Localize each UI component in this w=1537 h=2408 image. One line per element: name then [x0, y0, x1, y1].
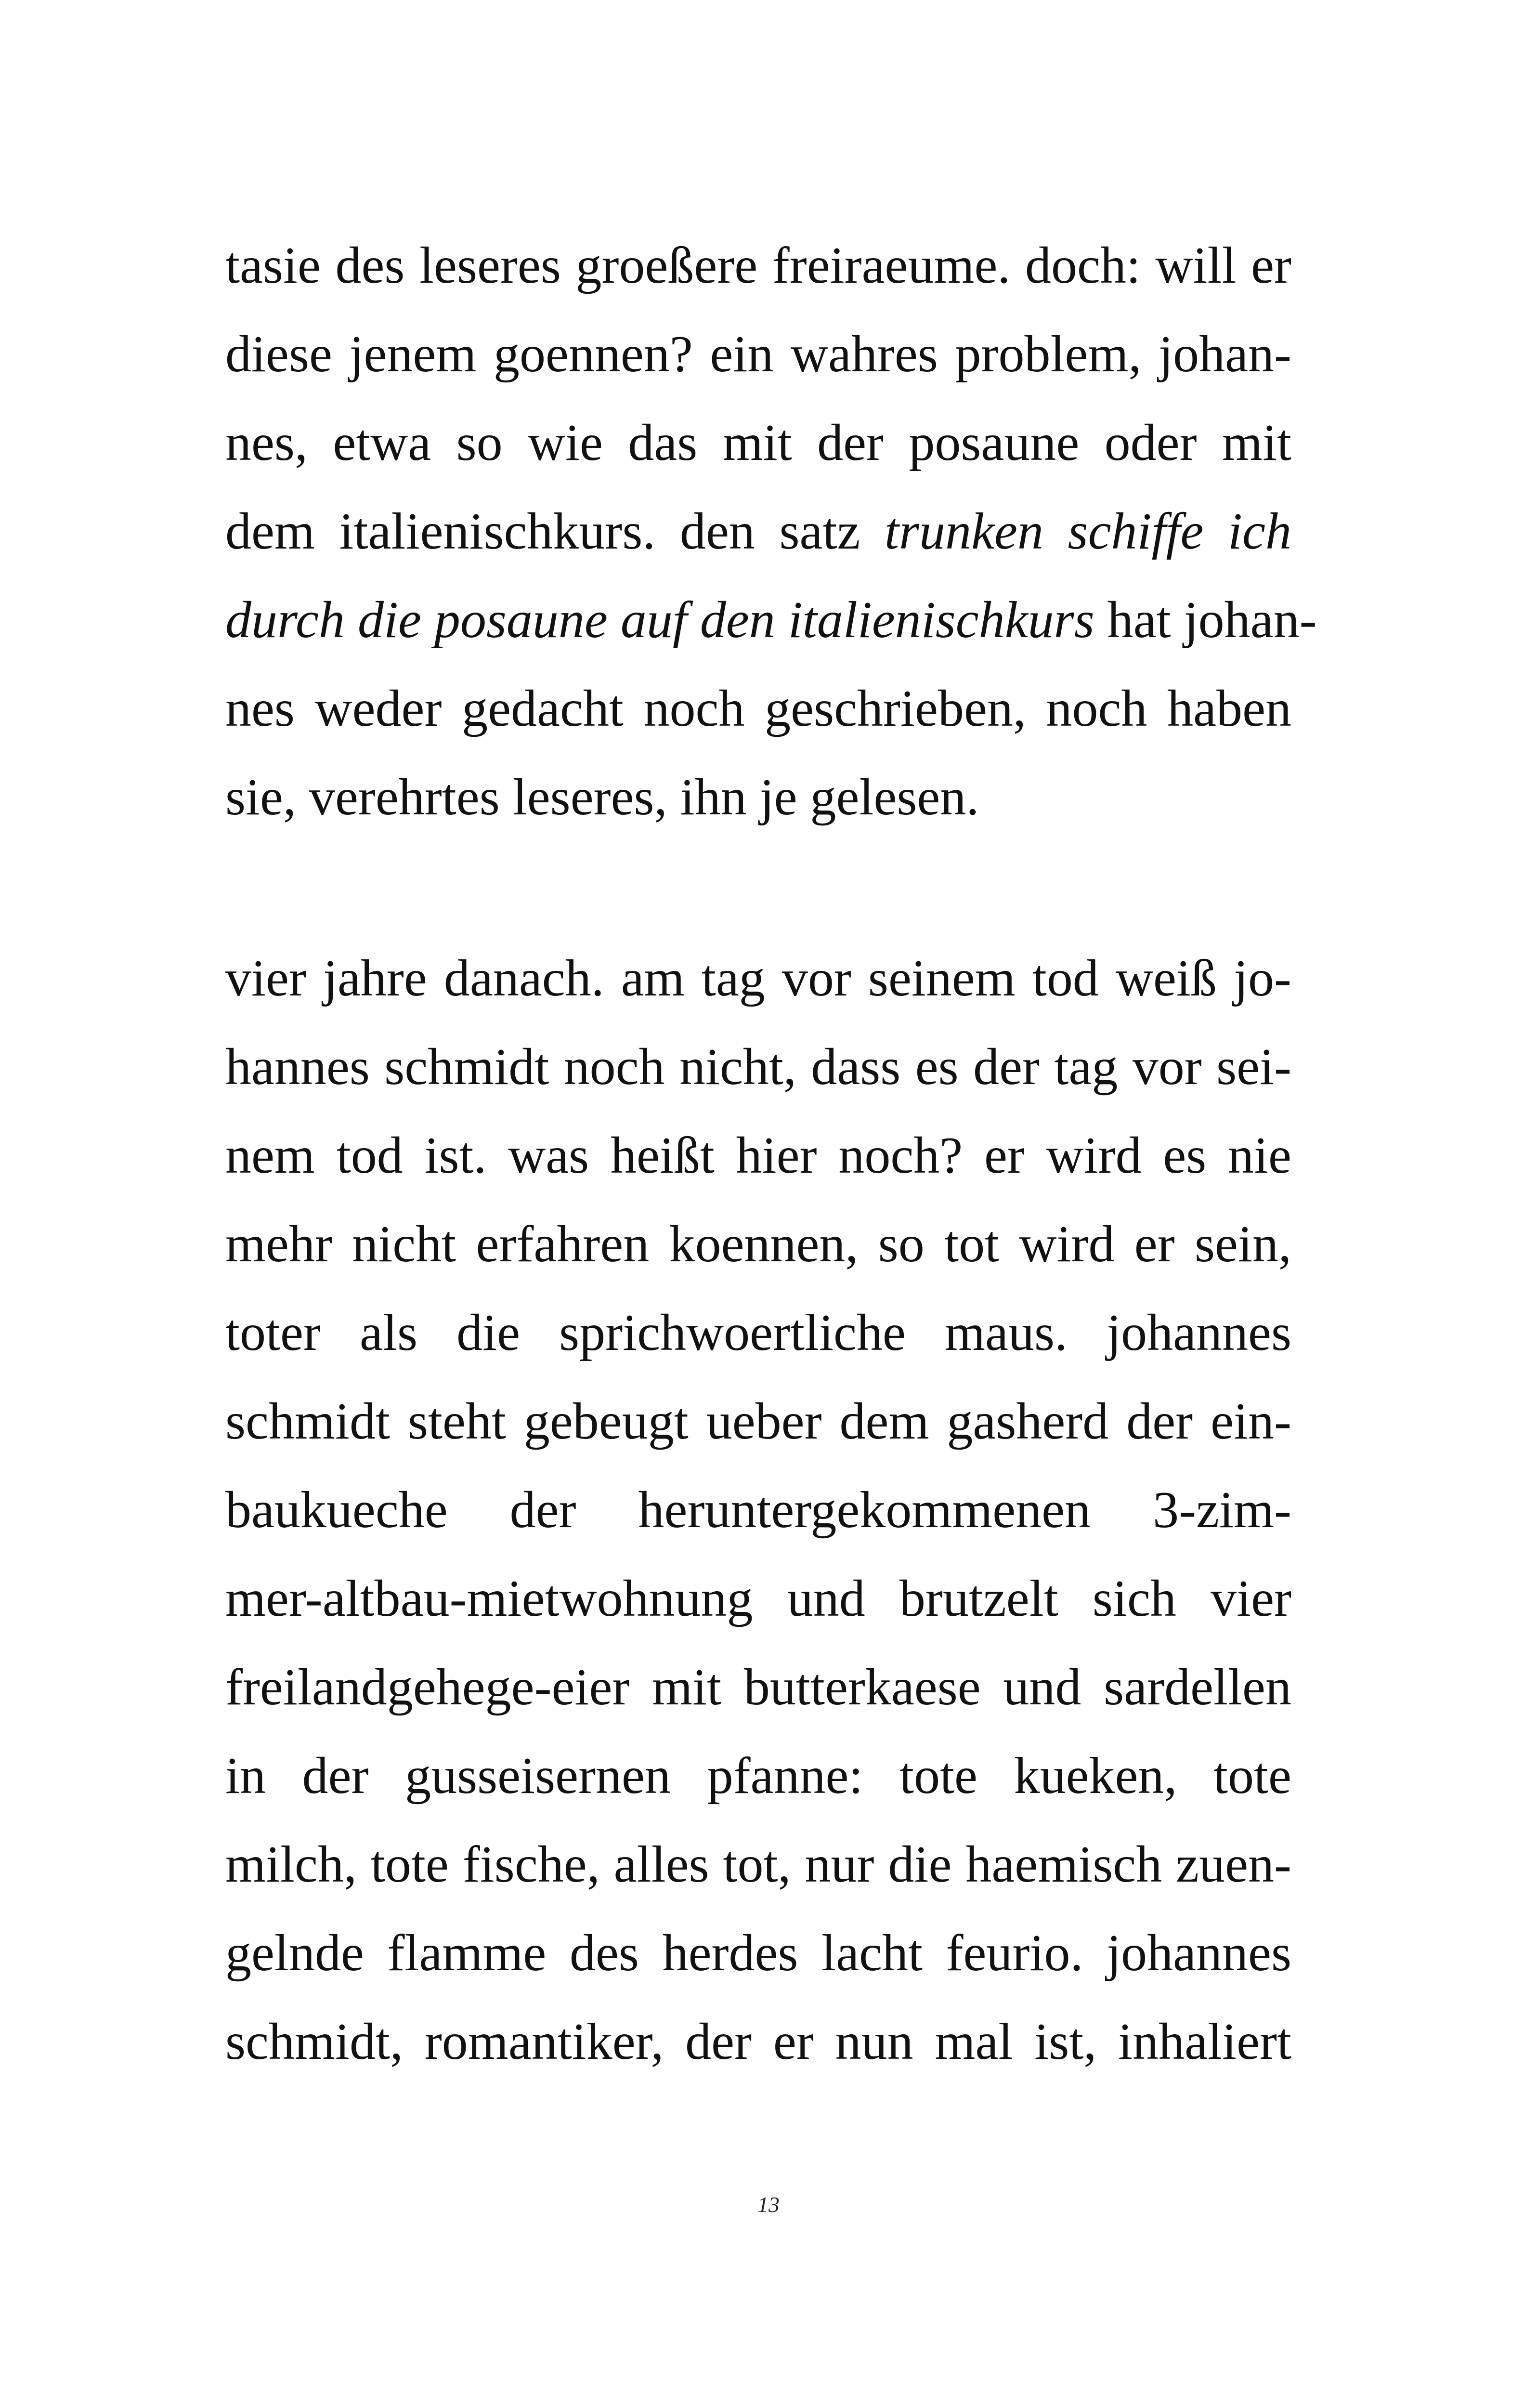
text-line [225, 576, 1317, 665]
text-line [225, 487, 1291, 576]
text-line: toter als die sprichwoertliche maus. johannes [225, 1304, 1291, 1361]
text-segment: dem italienischkurs. den satz [225, 503, 885, 560]
text-segment: hat johan- [1094, 591, 1317, 649]
text-line: mehr nicht erfahren koennen, so tot wird er sein, [225, 1216, 1291, 1273]
text-line: baukueche der heruntergekommenen 3-zim- [225, 1481, 1291, 1539]
text-line: freilandgehege-eier mit butterkaese und sardellen [225, 1659, 1291, 1716]
text-line: mer-altbau-mietwohnung und brutzelt sich vier [225, 1570, 1291, 1627]
italic-phrase: trunken schiffe ich [885, 503, 1291, 560]
text-line: tasie des leseres groeßere freiraeume. doch: will er [225, 237, 1291, 294]
paragraph-2 [225, 934, 1291, 2086]
text-line: diese jenem goennen? ein wahres problem, johan- [225, 326, 1291, 383]
page-number: 13 [757, 2192, 780, 2217]
text-line: nes weder gedacht noch geschrieben, noch haben [225, 680, 1291, 737]
text-line: schmidt, romantiker, der er nun mal ist, inhaliert [225, 2013, 1291, 2070]
text-line: schmidt steht gebeugt ueber dem gasherd der ein- [225, 1393, 1291, 1450]
italic-phrase: durch die posaune auf den italienischkurs [225, 591, 1094, 649]
text-line: gelnde flamme des herdes lacht feurio. johannes [225, 1924, 1291, 1982]
text-line: milch, tote fische, alles tot, nur die haemisch zuen- [225, 1836, 1291, 1893]
text-line: hannes schmidt noch nicht, dass es der tag vor sei- [225, 1038, 1291, 1096]
text-line: vier jahre danach. am tag vor seinem tod weiß jo- [225, 950, 1291, 1007]
text-line: in der gusseisernen pfanne: tote kueken, tote [225, 1747, 1291, 1805]
text-line: nes, etwa so wie das mit der posaune oder mit [225, 414, 1291, 471]
text-line: nem tod ist. was heißt hier noch? er wird es nie [225, 1127, 1291, 1184]
text-line: sie, verehrtes leseres, ihn je gelesen. [225, 769, 979, 826]
paragraph-1 [225, 222, 1317, 842]
